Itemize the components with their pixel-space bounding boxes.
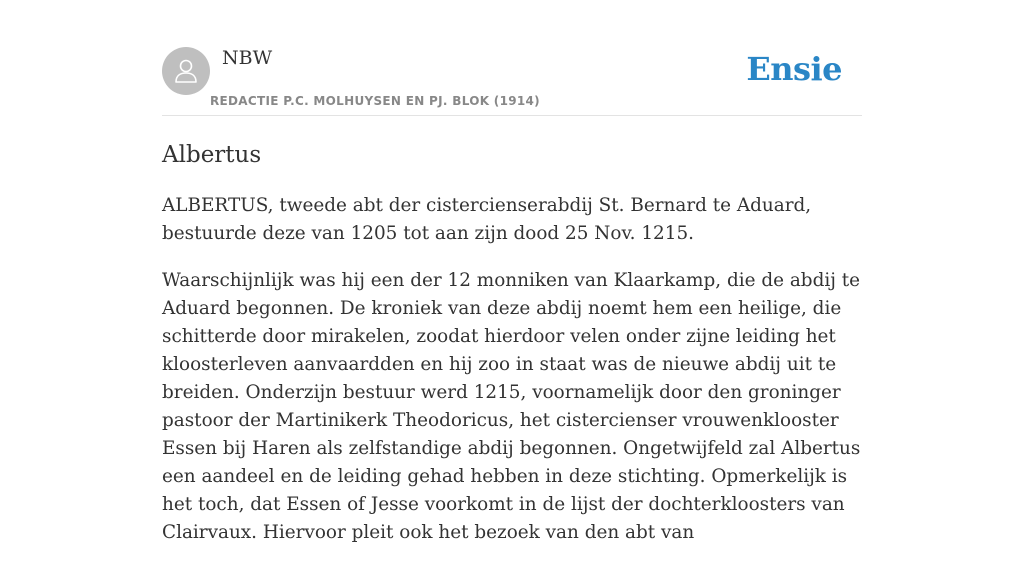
article-body	[162, 192, 862, 566]
article-title: Albertus	[162, 142, 262, 168]
brand-logo[interactable]: Ensie	[746, 50, 842, 88]
source-avatar[interactable]	[162, 47, 210, 95]
article-paragraph: ALBERTUS, tweede abt der cistercienserabdij St. Bernard te Aduard, bestuurde deze van 1205 tot aan zijn dood 25 Nov. 1215.	[162, 195, 812, 244]
source-subtitle: REDACTIE P.C. MOLHUYSEN EN PJ. BLOK (1914)	[210, 94, 540, 108]
user-icon	[171, 56, 201, 86]
article-paragraph: Waarschijnlijk was hij een der 12 monniken van Klaarkamp, die de abdij te Aduard begonnen. De kroniek van deze abdij noemt hem een heilige, die schitterde door mirakelen, zoodat hierdoor velen onder zijne leiding het kloosterleven aanvaardden en hij zoo in staat was de nieuwe abdij uit te breiden. Onderzijn bestuur werd 1215, voornamelijk door den groninger pastoor der Martinikerk Theodoricus, het cistercienser vrouwenklooster Essen bij Haren als zelfstandige abdij begonnen. Ongetwijfeld zal Albertus een aandeel en de leiding gehad hebben in deze stichting. Opmerkelijk is het toch, dat Essen of Jesse voorkomt in de lijst der dochterkloosters van Clairvaux. Hiervoor pleit ook het bezoek van den abt van	[162, 270, 861, 543]
source-header	[162, 0, 862, 116]
page-container	[162, 0, 862, 543]
source-name[interactable]: NBW	[222, 47, 273, 69]
